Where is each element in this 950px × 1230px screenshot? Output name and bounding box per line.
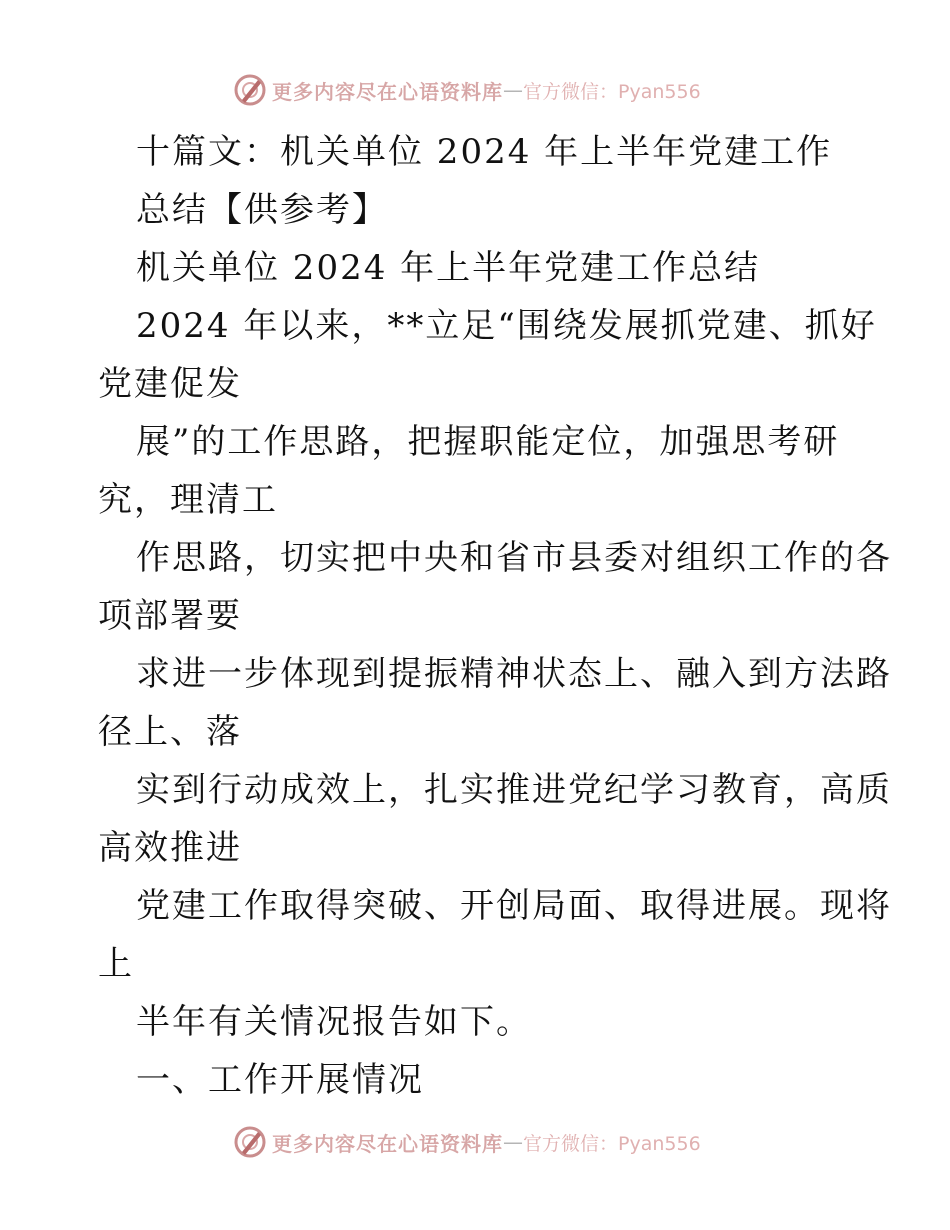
doc-subtitle: 机关单位 2024 年上半年党建工作总结 [136,248,761,288]
watermark-separator: — [503,78,523,102]
section-heading: 一、工作开展情况 [136,1060,424,1100]
doc-paragraph-line: 项部署要 [98,596,242,636]
doc-paragraph-line: 展”的工作思路，把握职能定位，加强思考研 [136,422,840,462]
header-watermark [232,70,701,110]
doc-paragraph-line: 径上、落 [98,712,242,752]
logo-icon [232,1124,268,1160]
doc-paragraph-line: 实到行动成效上，扎实推进党纪学习教育，高质 [136,770,892,810]
watermark-wechat-text: 官方微信：Pyan556 [523,80,701,103]
doc-title-line-1: 十篇文：机关单位 2024 年上半年党建工作 [136,132,833,172]
watermark-main-text: 更多内容尽在心语资料库 [272,1131,503,1156]
doc-paragraph-line: 求进一步体现到提振精神状态上、融入到方法路 [136,654,892,694]
watermark-separator: — [503,1130,523,1154]
doc-paragraph-line: 党建工作取得突破、开创局面、取得进展。现将 [136,886,892,926]
footer-watermark [232,1122,701,1162]
watermark-wechat-text: 官方微信：Pyan556 [523,1132,701,1155]
doc-paragraph-line: 2024 年以来，**立足“围绕发展抓党建、抓好 [136,306,877,346]
doc-title-line-2: 总结【供参考】 [136,190,388,230]
document-body [98,123,892,1109]
doc-paragraph-line: 党建促发 [98,364,242,404]
doc-paragraph-line: 上 [98,944,134,984]
doc-paragraph-line: 高效推进 [98,828,242,868]
doc-paragraph-line: 究，理清工 [98,480,278,520]
watermark-main-text: 更多内容尽在心语资料库 [272,79,503,104]
logo-icon [232,72,268,108]
doc-paragraph-line: 作思路，切实把中央和省市县委对组织工作的各 [136,538,892,578]
doc-paragraph-line: 半年有关情况报告如下。 [136,1002,532,1042]
